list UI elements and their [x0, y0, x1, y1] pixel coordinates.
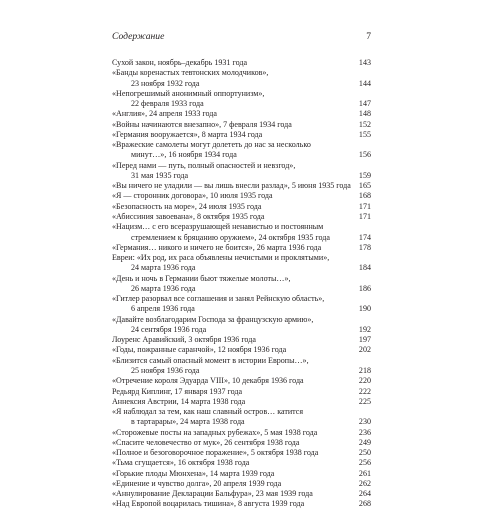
toc-entry — [112, 181, 371, 191]
toc-entry-text: «Банды коренастых тевтонских молодчиков», — [112, 68, 269, 78]
toc-entry-page: 178 — [358, 242, 371, 252]
toc-entry-text: 23 ноября 1932 года — [131, 78, 200, 88]
toc-entry-page: 220 — [358, 376, 371, 386]
toc-entry-text: «Вражеские самолеты могут долететь до нас за несколько — [112, 140, 311, 150]
toc-entry-page: 218 — [358, 365, 371, 375]
toc-entry-page: 225 — [358, 396, 371, 406]
toc-entry-page: 168 — [358, 191, 371, 201]
toc-entry-text: 31 мая 1935 года — [131, 170, 189, 180]
toc-entry-text: 26 марта 1936 года — [131, 283, 196, 293]
toc-entry — [112, 212, 371, 222]
toc-entry-text: «Аннулирование Декларации Бальфура», 23 мая 1939 года — [112, 489, 313, 499]
toc-entry — [112, 89, 371, 99]
toc-entry-text: 24 марта 1936 года — [131, 263, 196, 273]
toc-entry-page: 156 — [358, 150, 371, 160]
toc-entry — [112, 438, 371, 448]
toc-entry-page: 159 — [358, 170, 371, 180]
toc-entry-page: 147 — [358, 99, 371, 109]
toc-entry-text: «День и ночь в Германии бьют тяжелые молоты…», — [112, 273, 291, 283]
toc-entry-page: 148 — [358, 109, 371, 119]
toc-entry-page: 230 — [358, 417, 371, 427]
toc-entry — [112, 294, 371, 304]
toc-entry-text: «Полное и безоговорочное поражение», 5 октября 1938 года — [112, 448, 319, 458]
toc-entry-page: 174 — [358, 232, 371, 242]
toc-entry-page: 197 — [358, 335, 371, 345]
toc-entry-page: 261 — [358, 468, 371, 478]
toc-entry-page: 184 — [358, 263, 371, 273]
toc-entry-page: 165 — [358, 181, 371, 191]
toc-entry-page: 202 — [358, 345, 371, 355]
toc-entry-text: «Тьма сгущается», 16 октября 1938 года — [112, 458, 250, 468]
toc-entry — [112, 120, 371, 130]
toc-entry-text: 22 февраля 1933 года — [131, 99, 204, 109]
toc-entry-text: «Нацизм… с его всеразрушающей ненавистью и постоянным — [112, 222, 324, 232]
toc-entry-text: «Давайте возблагодарим Господа за французскую армию», — [112, 314, 314, 324]
toc-entry-page: 222 — [358, 386, 371, 396]
toc-entry-text: «Абиссиния завоевана», 8 октября 1935 года — [112, 211, 265, 221]
toc-entry — [112, 345, 371, 355]
toc-entry-text: «Я наблюдал за тем, как наш славный остров… катится — [112, 407, 304, 417]
toc-entry — [112, 161, 371, 171]
toc-entry-text: 25 ноября 1936 года — [131, 365, 200, 375]
toc-entry — [112, 68, 371, 78]
toc-entry — [112, 335, 371, 345]
toc-entry-page: 143 — [358, 58, 371, 67]
toc-entry-text: «Годы, пожранные саранчой», 12 ноября 1936 года — [112, 345, 287, 355]
toc-entry-page: 155 — [358, 129, 371, 139]
toc-entry-text: «Отречение короля Эдуарда VIII», 10 декабря 1936 года — [112, 376, 304, 386]
toc-entry-text: «Гитлер разорвал все соглашения и занял Рейнскую область», — [112, 294, 325, 304]
toc-entry-text: «Близится самый опасный момент в истории Европы…», — [112, 355, 309, 365]
toc-entry-page: 264 — [358, 489, 371, 499]
toc-entry-text: «Германия вооружается», 8 марта 1934 года — [112, 129, 263, 139]
toc-entry-text: «Спасите человечество от мук», 26 сентября 1938 года — [112, 437, 300, 447]
toc-entry — [112, 263, 371, 273]
toc-entry-text: «Я — сторонник договора», 10 июля 1935 года — [112, 191, 273, 201]
toc-entry-text: Евреи: «Их род, их раса объявлены нечистыми и проклятыми», — [112, 253, 330, 263]
toc-entry-text: Лоуренс Аравийский, 3 октября 1936 года — [112, 335, 256, 345]
toc-entry — [112, 417, 371, 427]
toc-entry — [112, 499, 371, 509]
toc-entry-page: 186 — [358, 283, 371, 293]
toc-entry-text: «Единение и чувство долга», 20 апреля 1939 года — [112, 478, 282, 488]
toc-entry-text: «Войны начинаются внезапно», 7 февраля 1934 года — [112, 119, 292, 129]
toc-entry — [112, 366, 371, 376]
toc-entry — [112, 140, 371, 150]
toc-entry-text: 24 сентября 1936 года — [131, 324, 207, 334]
toc-entry — [112, 284, 371, 294]
toc-entry — [112, 58, 371, 68]
toc-entry — [112, 171, 371, 181]
toc-entry — [112, 407, 371, 417]
toc-entry — [112, 304, 371, 314]
toc-entry — [112, 79, 371, 89]
running-head — [112, 30, 371, 44]
toc-entry — [112, 109, 371, 119]
toc-entry-text: «Германия… никого и ничего не боится», 26 марта 1936 года — [112, 242, 322, 252]
toc-entry-page: 190 — [358, 304, 371, 314]
toc-entry-text: «Перед нами — путь, полный опасностей и невзгод», — [112, 160, 296, 170]
toc-entry-text: «Вы ничего не уладили — вы лишь внесли разлад», 5 июня 1935 года — [112, 181, 351, 191]
toc-entry — [112, 233, 371, 243]
section-title: Содержание — [112, 31, 165, 42]
toc-entry-text: минут…», 16 ноября 1934 года — [131, 150, 237, 160]
toc-entry — [112, 479, 371, 489]
toc-entry-page: 249 — [358, 437, 371, 447]
toc-entry — [112, 387, 371, 397]
toc-entry-text: стремлением к бряцанию оружием», 24 октября 1935 года — [131, 232, 330, 242]
table-of-contents — [112, 58, 371, 510]
toc-entry-text: «Безопасность на море», 24 июля 1935 года — [112, 201, 262, 211]
toc-entry — [112, 489, 371, 499]
toc-entry-text: «Англия», 24 апреля 1933 года — [112, 109, 217, 119]
toc-entry-page: 171 — [358, 211, 371, 221]
toc-entry-text: в тартарары», 24 марта 1938 года — [131, 417, 245, 427]
toc-entry-text: 6 апреля 1936 года — [131, 304, 195, 314]
toc-entry-text: Аннексия Австрии, 14 марта 1938 года — [112, 396, 246, 406]
toc-entry-page: 268 — [358, 499, 371, 509]
toc-entry — [112, 428, 371, 438]
toc-entry — [112, 191, 371, 201]
toc-entry — [112, 274, 371, 284]
toc-entry — [112, 448, 371, 458]
toc-entry-text: Редьярд Киплинг, 17 января 1937 года — [112, 386, 243, 396]
toc-entry-text: «Горькие плоды Мюнхена», 14 марта 1939 года — [112, 468, 275, 478]
toc-entry — [112, 356, 371, 366]
toc-entry-page: 236 — [358, 427, 371, 437]
toc-entry — [112, 315, 371, 325]
toc-entry — [112, 325, 371, 335]
toc-entry-page: 262 — [358, 478, 371, 488]
toc-entry-page: 152 — [358, 119, 371, 129]
toc-entry — [112, 150, 371, 160]
page-number: 7 — [366, 31, 371, 42]
toc-entry — [112, 222, 371, 232]
toc-entry — [112, 397, 371, 407]
toc-entry-text: «Непогрешимый анонимный оппортунизм», — [112, 88, 265, 98]
toc-entry — [112, 458, 371, 468]
toc-entry — [112, 99, 371, 109]
toc-entry — [112, 243, 371, 253]
toc-entry-page: 256 — [358, 458, 371, 468]
toc-entry — [112, 130, 371, 140]
toc-entry — [112, 202, 371, 212]
toc-entry-page: 144 — [358, 78, 371, 88]
toc-entry — [112, 253, 371, 263]
toc-entry-page: 171 — [358, 201, 371, 211]
toc-entry-text: «Над Европой воцарилась тишина», 8 августа 1939 года — [112, 499, 305, 509]
toc-entry-page: 192 — [358, 324, 371, 334]
toc-entry-text: Сухой закон, ноябрь–декабрь 1931 года — [112, 58, 248, 67]
toc-entry — [112, 376, 371, 386]
toc-entry-text: «Сторожевые посты на западных рубежах», 5 мая 1938 года — [112, 427, 318, 437]
toc-entry — [112, 469, 371, 479]
toc-entry-page: 250 — [358, 448, 371, 458]
